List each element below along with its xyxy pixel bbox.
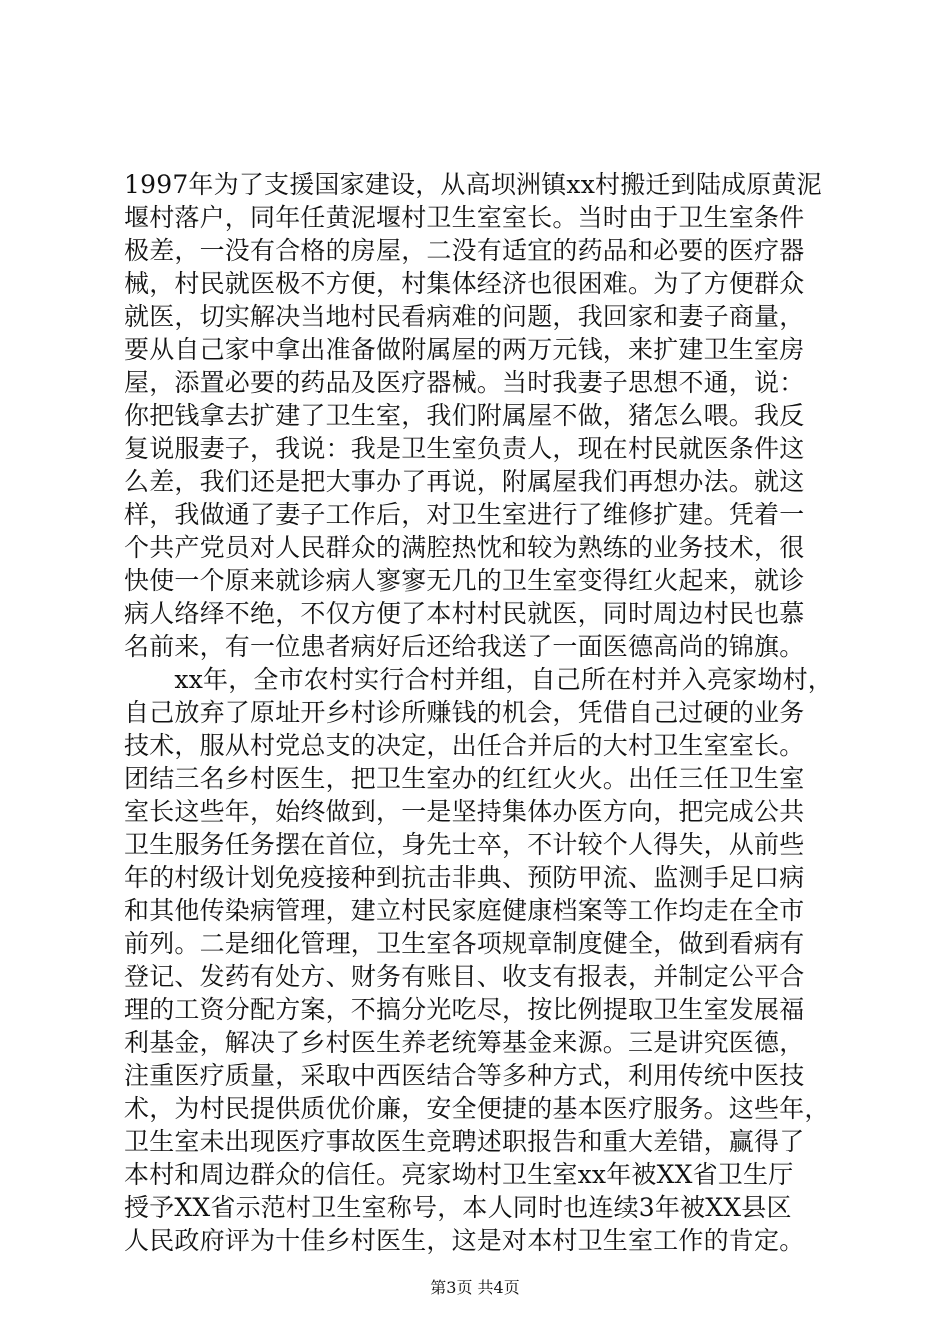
text-line: 快使一个原来就诊病人寥寥无几的卫生室变得红火起来，就诊 <box>124 566 805 595</box>
text-line: 堰村落户，同年任黄泥堰村卫生室室长。当时由于卫生室条件 <box>124 203 805 232</box>
text-line: 理的工资分配方案，不搞分光吃尽，按比例提取卫生室发展福 <box>124 995 805 1024</box>
text-line: 么差，我们还是把大事办了再说，附属屋我们再想办法。就这 <box>124 467 805 496</box>
text-line: 械，村民就医极不方便，村集体经济也很困难。为了方便群众 <box>124 269 805 298</box>
text-line: 技术，服从村党总支的决定，出任合并后的大村卫生室室长。 <box>124 731 805 760</box>
text-line: 名前来，有一位患者病好后还给我送了一面医德高尚的锦旗。 <box>124 632 805 661</box>
text-line: 自己放弃了原址开乡村诊所赚钱的机会，凭借自己过硬的业务 <box>124 698 805 727</box>
text-line: 卫生室未出现医疗事故医生竞聘述职报告和重大差错，赢得了 <box>124 1127 805 1156</box>
text-line: 你把钱拿去扩建了卫生室，我们附属屋不做，猪怎么喂。我反 <box>124 401 805 430</box>
text-line: 利基金，解决了乡村医生养老统筹基金来源。三是讲究医德， <box>124 1028 805 1057</box>
text-line: 术，为村民提供质优价廉，安全便捷的基本医疗服务。这些年， <box>124 1094 830 1123</box>
text-line: 极差，一没有合格的房屋，二没有适宜的药品和必要的医疗器 <box>124 236 805 265</box>
text-line: 屋，添置必要的药品及医疗器械。当时我妻子思想不通，说： <box>124 368 805 397</box>
text-line: 人民政府评为十佳乡村医生，这是对本村卫生室工作的肯定。 <box>124 1226 805 1255</box>
text-line: 1997年为了支援国家建设，从高坝洲镇xx村搬迁到陆成原黄泥 <box>124 170 822 199</box>
text-line: 和其他传染病管理，建立村民家庭健康档案等工作均走在全市 <box>124 896 805 925</box>
text-line: 本村和周边群众的信任。亮家坳村卫生室xx年被XX省卫生厅 <box>124 1160 794 1189</box>
text-line: 要从自己家中拿出准备做附属屋的两万元钱，来扩建卫生室房 <box>124 335 805 364</box>
text-line: xx年，全市农村实行合村并组，自己所在村并入亮家坳村， <box>124 665 834 694</box>
text-line: 样，我做通了妻子工作后，对卫生室进行了维修扩建。凭着一 <box>124 500 805 529</box>
text-line: 病人络绎不绝，不仅方便了本村村民就医，同时周边村民也慕 <box>124 599 805 628</box>
text-line: 前列。二是细化管理，卫生室各项规章制度健全，做到看病有 <box>124 929 805 958</box>
text-line: 授予XX省示范村卫生室称号，本人同时也连续3年被XX县区 <box>124 1193 792 1222</box>
text-line: 卫生服务任务摆在首位，身先士卒，不计较个人得失，从前些 <box>124 830 805 859</box>
text-line: 团结三名乡村医生，把卫生室办的红红火火。出任三任卫生室 <box>124 764 805 793</box>
text-line: 室长这些年，始终做到，一是坚持集体办医方向，把完成公共 <box>124 797 805 826</box>
text-line: 个共产党员对人民群众的满腔热忱和较为熟练的业务技术，很 <box>124 533 805 562</box>
text-line: 年的村级计划免疫接种到抗击非典、预防甲流、监测手足口病 <box>124 863 805 892</box>
text-line: 注重医疗质量，采取中西医结合等多种方式，利用传统中医技 <box>124 1061 805 1090</box>
text-line: 复说服妻子，我说：我是卫生室负责人，现在村民就医条件这 <box>124 434 805 463</box>
page-footer: 第3页 共4页 <box>430 1278 520 1297</box>
text-line: 登记、发药有处方、财务有账目、收支有报表，并制定公平合 <box>124 962 805 991</box>
text-line: 就医，切实解决当地村民看病难的问题，我回家和妻子商量， <box>124 302 805 331</box>
body-text <box>124 168 864 1257</box>
